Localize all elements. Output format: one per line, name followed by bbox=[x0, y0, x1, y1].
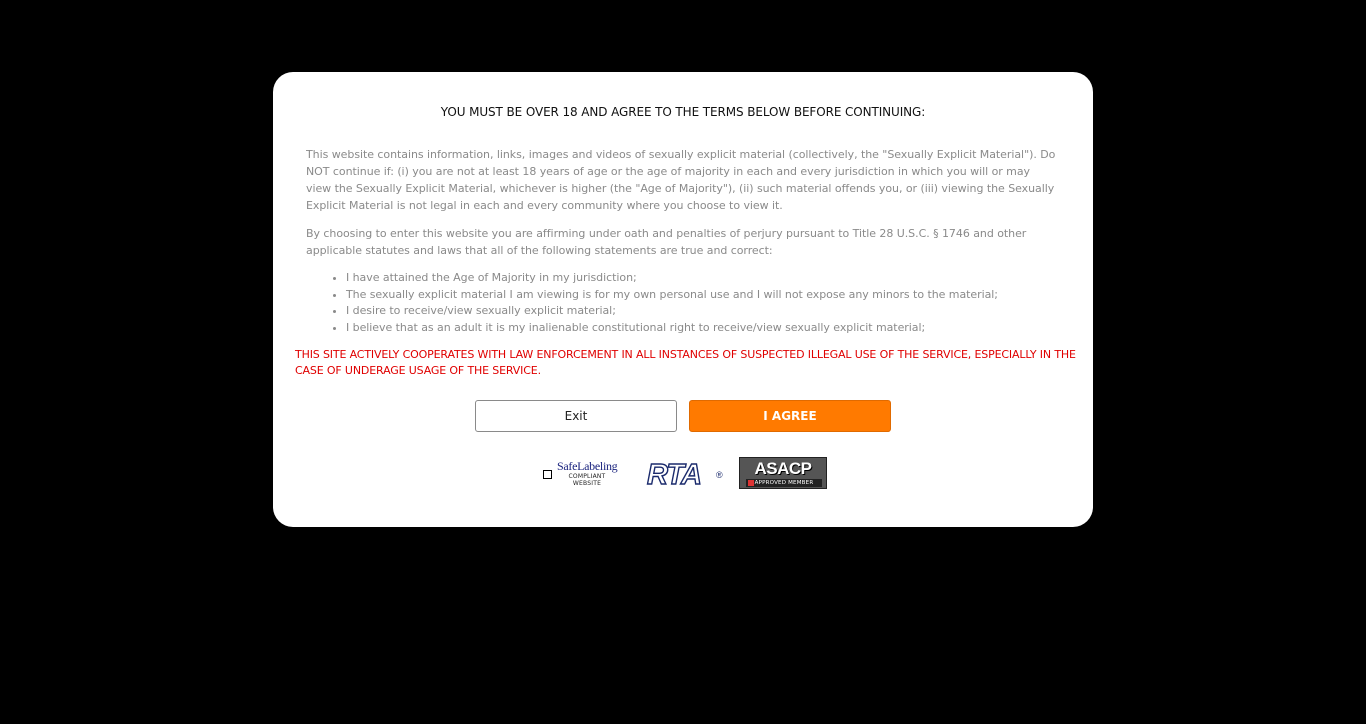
statements-list bbox=[306, 270, 1058, 336]
rta-registered-mark: ® bbox=[716, 470, 723, 480]
statement-item: • I believe that as an adult it is my inalienable constitutional right to receive/view sexually explicit material; bbox=[346, 320, 1058, 337]
safelabeling-subtitle: COMPLIANT WEBSITE bbox=[568, 473, 606, 487]
asacp-badge[interactable] bbox=[739, 457, 827, 489]
statement-item: • I desire to receive/view sexually explicit material; bbox=[346, 303, 1058, 320]
compliance-badges bbox=[273, 457, 1093, 489]
terms-paragraph: By choosing to enter this website you are affirming under oath and penalties of perjury pursuant to Title 28 U.S.C. § 1746 and other applicable statutes and laws that all of the following statements are true and correct: bbox=[306, 227, 1027, 257]
statement-item: • I have attained the Age of Majority in my jurisdiction; bbox=[346, 270, 1058, 287]
asacp-title: ASACP bbox=[754, 459, 812, 478]
asacp-subtitle: APPROVED MEMBER bbox=[746, 479, 822, 487]
rta-logo-text: RTA bbox=[647, 459, 701, 489]
modal-title: YOU MUST BE OVER 18 AND AGREE TO THE TERMS BELOW BEFORE CONTINUING: bbox=[440, 105, 926, 119]
terms-text[interactable] bbox=[306, 146, 1058, 336]
safelabeling-badge[interactable] bbox=[543, 459, 627, 487]
rta-badge[interactable] bbox=[646, 457, 728, 489]
exit-button[interactable]: Exit bbox=[475, 400, 677, 432]
rta-logo-icon bbox=[646, 457, 728, 489]
checkbox-icon bbox=[543, 470, 552, 479]
statement-item: • The sexually explicit material I am viewing is for my own personal use and I will not expose any minors to the material; bbox=[346, 287, 1058, 304]
agree-button[interactable]: I AGREE bbox=[689, 400, 891, 432]
age-verification-modal bbox=[273, 72, 1093, 527]
safelabeling-title: SafeLabeling bbox=[557, 459, 618, 473]
checkmark-icon bbox=[748, 480, 754, 486]
terms-paragraph: This website contains information, links, images and videos of sexually explicit material (collectively, the "Sexually Explicit Material"). Do NOT continue if: (i) you are not at least 18 years of age or the age of majority in each and every jurisdiction in which you will or may view the Sexually Explicit Material, whichever is higher (the "Age of Majority"), (ii) such material offends you, or (iii) viewing the Sexually Explicit Material is not legal in each and every community where you choose to view it. bbox=[306, 148, 1056, 212]
law-enforcement-warning: THIS SITE ACTIVELY COOPERATES WITH LAW ENFORCEMENT IN ALL INSTANCES OF SUSPECTED ILLEGAL USE OF THE SERVICE, ESPECIALLY IN THE CASE OF UNDERAGE USAGE OF THE SERVICE. bbox=[295, 348, 1076, 377]
